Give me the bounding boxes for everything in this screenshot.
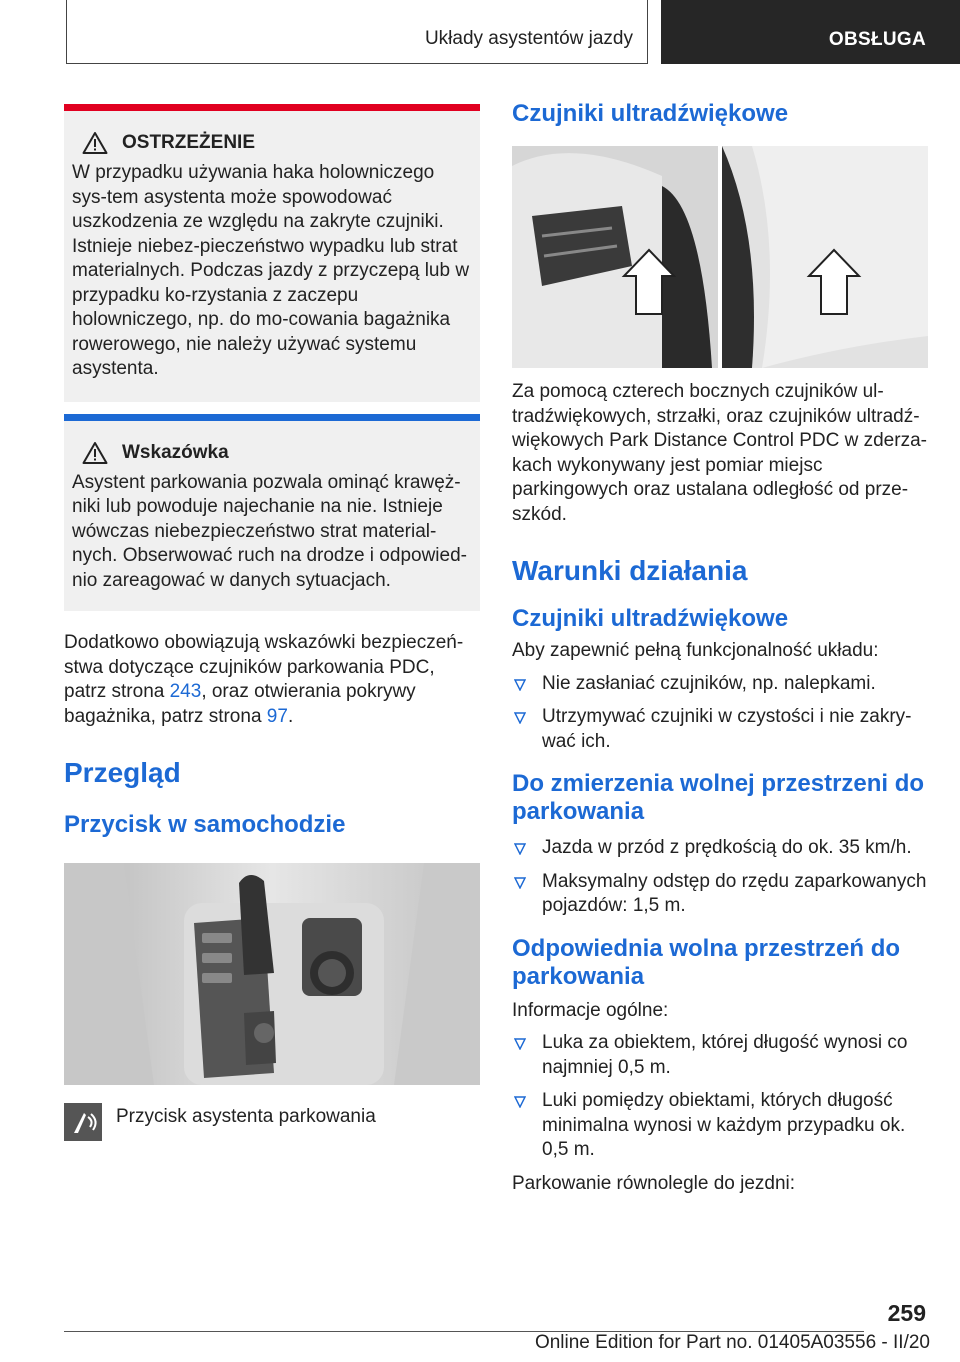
warning-box xyxy=(64,104,480,402)
list-item-text: Maksymalny odstęp do rzędu zaparkowanych pojazdów: 1,5 m. xyxy=(542,870,927,916)
warning-icon xyxy=(82,131,108,155)
page-number: 259 xyxy=(887,1300,926,1326)
parking-button-caption: Przycisk asystenta parkowania xyxy=(116,1106,376,1127)
list-item xyxy=(512,1089,932,1163)
hint-title: Wskazówka xyxy=(122,441,229,463)
right-column xyxy=(512,100,932,1196)
heading-measure-space: Do zmierzenia wolnej przestrzeni do parkowania xyxy=(512,770,925,825)
triangle-bullet-icon xyxy=(514,843,526,855)
triangle-bullet-icon xyxy=(514,1096,526,1108)
list-item xyxy=(512,705,932,754)
warning-bar xyxy=(64,104,480,111)
hint-box xyxy=(64,414,480,612)
list-item-text: Jazda w przód z prędkością do ok. 35 km/h. xyxy=(542,837,912,858)
para-text-2: , oraz otwierania pokrywy bagażnika, patrz strona xyxy=(64,681,416,727)
warning-title: OSTRZEŻENIE xyxy=(122,132,256,153)
space-intro: Informacje ogólne: xyxy=(512,999,669,1021)
triangle-bullet-icon xyxy=(514,877,526,889)
warning-icon xyxy=(82,441,108,465)
list-item xyxy=(512,1031,932,1080)
list-item-text: Utrzymywać czujniki w czystości i nie zakry-wać ich. xyxy=(542,706,912,752)
list-item xyxy=(512,836,932,861)
measure-list xyxy=(512,836,932,919)
triangle-bullet-icon xyxy=(514,679,526,691)
triangle-bullet-icon xyxy=(514,712,526,724)
page-link-97[interactable]: 97 xyxy=(266,705,288,727)
section-label: OBSŁUGA xyxy=(828,29,926,50)
list-item-text: Luka za obiektem, której długość wynosi co najmniej 0,5 m. xyxy=(542,1032,908,1078)
para-text-3: . xyxy=(287,705,294,727)
hint-bar xyxy=(64,414,480,421)
warning-text: W przypadku używania haka holowniczego sys-tem asystenta może spowodować uszkodzenia ze względu na zakryte czujniki. Istnieje niebez-pieczeństwo wypadku lub strat materialnych. Podczas jazdy z przyczepą lub w przypadku ko-rzystania z zaczepu holowniczego, np. do mo-cowania bagażnika rowerowego, nie należy używać systemu asystenta. xyxy=(72,162,470,379)
header-section-tab xyxy=(661,0,960,64)
safety-reference-paragraph xyxy=(64,631,480,729)
parking-assistant-icon xyxy=(64,1103,102,1141)
heading-ultrasonic-sensors-2: Czujniki ultradźwiękowe xyxy=(512,605,789,632)
ultrasonic-sensors-photo xyxy=(512,146,928,368)
triangle-bullet-icon xyxy=(514,1038,526,1050)
page-link-243[interactable]: 243 xyxy=(169,681,202,702)
list-item-text: Luki pomiędzy obiektami, których długość minimalna wynosi w każdym przypadku ok. 0,5 m. xyxy=(542,1090,906,1160)
center-console-illustration xyxy=(64,863,480,1085)
heading-overview: Przegląd xyxy=(64,757,181,788)
heading-ultrasonic-sensors: Czujniki ultradźwiękowe xyxy=(512,100,789,127)
sensors2-intro: Aby zapewnić pełną funkcjonalność układu: xyxy=(512,640,879,661)
list-item xyxy=(512,672,932,697)
edition-text: Online Edition for Part no. 01405A03556 - II/20 xyxy=(534,1332,930,1353)
parking-button-caption-row xyxy=(64,1103,480,1141)
heading-operating-conditions: Warunki działania xyxy=(512,555,748,586)
space-list xyxy=(512,1031,932,1163)
chapter-title: Układy asystentów jazdy xyxy=(424,28,633,49)
left-column xyxy=(64,104,480,1141)
para-text-1: Dodatkowo obowiązują wskazówki bezpieczeń-stwa dotyczące czujników parkowania PDC, patrz strona xyxy=(64,632,464,702)
list-item xyxy=(512,870,932,919)
ultrasonic-sensors-illustration xyxy=(512,146,928,368)
center-console-photo xyxy=(64,863,480,1085)
header-chapter-box xyxy=(66,0,648,64)
parallel-parking-text: Parkowanie równolegle do jezdni: xyxy=(512,1172,796,1194)
sensors2-list xyxy=(512,672,932,755)
heading-suitable-space: Odpowiednia wolna przestrzeń do parkowania xyxy=(512,934,901,990)
ultrasonic-sensors-text: Za pomocą czterech bocznych czujników ul-tradźwiękowych, strzałki, oraz czujników ultradź-więkowych Park Distance Control PDC w zderza-kach wykonywany jest pomiar miejsc parkingowych oraz ustalana odległość od prze-szkód. xyxy=(512,381,927,525)
heading-button-in-car: Przycisk w samochodzie xyxy=(64,811,346,838)
list-item-text: Nie zasłaniać czujników, np. nalepkami. xyxy=(542,672,876,694)
hint-text: Asystent parkowania pozwala ominąć krawęż-niki lub powoduje najechanie na nie. Istnieje wówczas niebezpieczeństwo strat material-nych. Obserwować ruch na drodze i odpowied-nio zareagować w danych sytuacjach. xyxy=(72,471,467,591)
